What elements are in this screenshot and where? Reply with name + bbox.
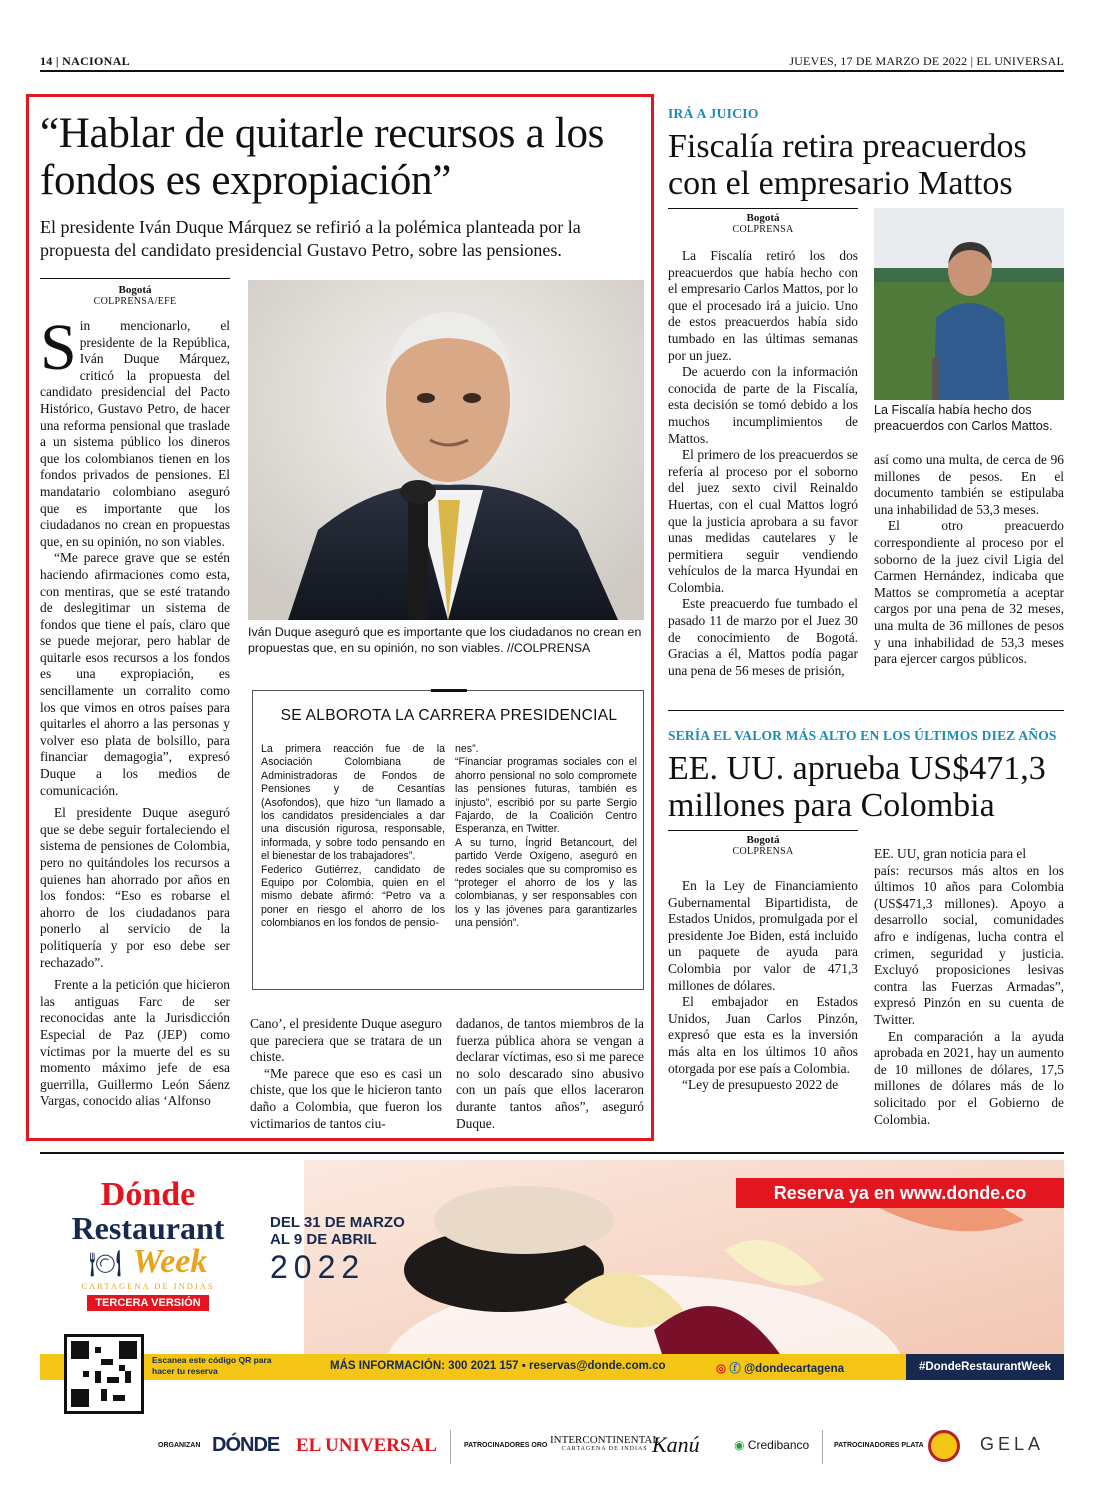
qr-code-icon[interactable] (64, 1334, 144, 1414)
sponsor-divider (822, 1430, 823, 1464)
sponsor-credibanco (734, 1438, 809, 1452)
main-dateline (40, 284, 230, 307)
sponsor-kanu: Kanú (652, 1432, 700, 1457)
article3-paragraph: En comparación a la ayuda aprobada en 2021, hay un aumento de 10 millones de dólares, 17,5 millones de dólares más de lo solicitado por el Gobierno de Colombia. (874, 1028, 1064, 1127)
organizan-label: ORGANIZAN (158, 1442, 201, 1449)
ad-top-rule (40, 1152, 1064, 1154)
box-paragraph: La primera reacción fue de la Asociación Colombiana de Administradoras de Fondos de Pensiones y de Cesantías (Asofondos), que hizo “un llamado a los candidatos presidenciales a dar una discusión rigurosa, responsable, informada, y sobre todo pensando en el bienestar de los trabajadores”. (261, 743, 445, 863)
article2-photo-mattos (874, 208, 1064, 400)
main-photo-duque (248, 280, 644, 620)
article3-dateline (668, 834, 858, 857)
box-paragraph: A su turno, Íngrid Betancourt, del partido Verde Oxígeno, aseguró en redes sociales que su compromiso es “proteger el ahorro de los y las colombianas, y ser responsables con los y las jóvenes para garantizarles una pensión”. (455, 836, 637, 930)
ad-social-handle[interactable]: @dondecartagena (743, 1363, 844, 1375)
sponsors-row (40, 1428, 1064, 1468)
main-paragraph: dadanos, de tantos miembros de la fuerza pública ahora se vengan a declarar víctimas, eso si me parece no solo descarado sino abusivo con un país que ellos laceraron durante tantos años”, aseguró Duque. (456, 1016, 644, 1131)
main-paragraph: in mencionarlo, el presidente de la República, Iván Duque Márquez, criticó la propuesta del candidato presidencial del Pacto Histórico, Gustavo Petro, de hacer una reforma pensional que traslade a un sistema público los dineros que los colombianos tienen en los fondos privados de pensiones. El mandatario colombiano aseguró que es importante que los ciudadanos no crean en propuestas que, en su opinión, no son viables. (40, 318, 230, 549)
ad-qr-text: Escanea este código QR para hacer tu reserva (152, 1355, 272, 1376)
main-col1 (40, 318, 230, 1128)
sponsor-gela: GELA (980, 1434, 1045, 1454)
article3-col1 (668, 878, 858, 1136)
dateline-agency: COLPRENSA (732, 846, 794, 857)
article2-paragraph: De acuerdo con la información conocida de parte de la Fiscalía, esta decisión se tomó debido a los muchos incumplimientos de Mattos. (668, 364, 858, 446)
main-paragraph: El presidente Duque aseguró que se debe seguir fortaleciendo el sistema de pensiones de Colombia, pero no quitándoles los recursos a quienes han ahorrado por años en los fondos: “Eso es robarse el ahorro de los ciudadanos para ponerlo al servicio de la politiquería y por eso debe ser rechazado”. (40, 805, 230, 970)
article2-paragraph: El primero de los preacuerdos se refería al proceso por el soborno del juez sexto civil Reinaldo Huertas, con el cual Mattos logró que la justicia aprobara a su favor unas medidas cautelares y le permitiera seguir vendiendo vehículos de la marca Hyundai en Colombia. (668, 447, 858, 595)
ad-info-bar (40, 1354, 1064, 1380)
ad-social (716, 1360, 844, 1376)
article2-headline: Fiscalía retira preacuerdos con el empresario Mattos (668, 128, 1027, 202)
header-rule (40, 70, 1064, 72)
main-photo-caption: Iván Duque aseguró que es importante que los ciudadanos no crean en propuestas que, en su opinión, no son viables. //COLPRENSA (248, 625, 642, 655)
ad-logo-line3: Week (132, 1243, 208, 1280)
sponsor-donde: DÓNDE (212, 1434, 280, 1456)
article3-paragraph: país: recursos más altos en los últimos 10 años para Colombia (US$471,3 millones). Apoyo a desarrollo social, comunidades afro e indígenas, lucha contra el crimen, seguridad y justicia. Excluyó proposiciones lesivas contra las Fuerzas Armadas”, expresó Pinzón en su cuenta de Twitter. (874, 862, 1064, 1027)
plata-label: PATROCINADORES PLATA (834, 1442, 924, 1449)
credibanco-icon: ◉ (734, 1438, 745, 1452)
facebook-icon: ⓕ (729, 1363, 741, 1375)
box-paragraph: “Financiar programas sociales con el ahorro pensional no solo compromete las pensiones futuras, también es injusto”, escribió por su parte Sergio Fajardo, de la Coalición Centro Esperanza, en Twitter. (455, 756, 637, 836)
ad-dates-line2: AL 9 DE ABRIL (270, 1231, 377, 1248)
article3-paragraph: En la Ley de Financiamiento Gubernamental Bipartidista, de Estados Unidos, promulgada por el presidente Joe Biden, está incluido un paquete de ayuda para Colombia por valor de 471,3 millones de dólares. (668, 878, 858, 993)
main-col2-bottom (250, 1016, 442, 1132)
article2-kicker: IRÁ A JUICIO (668, 106, 759, 121)
article2-dateline (668, 212, 858, 235)
sponsor-intercontinental (550, 1434, 659, 1452)
article3-paragraph: “Ley de presupuesto 2022 de (682, 1077, 839, 1093)
article3-headline: EE. UU. aprueba US$471,3 millones para Colombia (668, 750, 1046, 824)
sponsor-el-universal: EL UNIVERSAL (296, 1435, 437, 1456)
dateline-agency: COLPRENSA (732, 224, 794, 235)
ad-logo-line1: Dónde (100, 1176, 196, 1213)
sidebar-box-tab (431, 689, 467, 692)
article2-photo-caption: La Fiscalía había hecho dos preacuerdos con Carlos Mattos. (874, 403, 1053, 433)
drop-cap: S (40, 318, 77, 384)
box-paragraph: Federico Gutiérrez, candidato de Equipo por Colombia, quien en el mismo debate afirmó: “Petro va a poner en riesgo el ahorro de los colombianos en los fondos de pensio- (261, 863, 445, 930)
sponsor-divider (450, 1430, 451, 1464)
ad-logo-line3-wrap (58, 1244, 238, 1281)
ad-banner (40, 1160, 1064, 1422)
sidebar-box (252, 690, 644, 990)
sidebar-box-col2 (455, 743, 637, 983)
article2-paragraph: Este preacuerdo fue tumbado el pasado 11 de marzo por el Juez 30 de conocimiento de Bogotá. Gracias a él, Mattos podía pagar una pena de 56 meses de prisión, (668, 596, 858, 678)
main-headline: “Hablar de quitarle recursos a los fondos es expropiación” (40, 110, 605, 204)
sidebar-box-col1 (261, 743, 445, 983)
ad-reserve-banner[interactable]: Reserva ya en www.donde.co (736, 1178, 1064, 1208)
dateline-city: Bogotá (746, 834, 780, 846)
article-divider (668, 710, 1064, 711)
sponsor-intercontinental-sub: CARTAGENA DE INDIAS (561, 1446, 648, 1452)
page-section: 14 | NACIONAL (40, 54, 130, 68)
ad-hashtag: #DondeRestaurantWeek (906, 1354, 1064, 1380)
ad-logo (58, 1178, 238, 1311)
article2-dateline-rule (668, 208, 858, 209)
oro-label: PATROCINADORES ORO (464, 1442, 548, 1449)
article3-paragraph: EE. UU, gran noticia para el (874, 846, 1027, 861)
main-paragraph: Cano’, el presidente Duque aseguro que pareciera que se tratara de un chiste. (250, 1016, 442, 1065)
article2-paragraph: así como una multa, de cerca de 96 millones de pesos. En el documento también se estipulaba una inhabilidad de 53,3 meses. (874, 452, 1064, 517)
cutlery-icon: 🍽 (88, 1249, 122, 1279)
article2-paragraph: El otro preacuerdo correspondiente al proceso por el soborno de la juez civil Ligia del Carmen Hernández, indicaba que Mattos se comprometía a aceptar cargos por una pena de 32 meses, una multa de 36 millones de pesos y una inhabilidad de 53,3 meses para ejercer cargos públicos. (874, 518, 1064, 667)
page-date: JUEVES, 17 DE MARZO DE 2022 | EL UNIVERSAL (789, 54, 1064, 68)
duque-photo-illustration (248, 280, 644, 620)
qr-code-graphic (71, 1341, 137, 1407)
main-paragraph: Frente a la petición que hicieron las antiguas Farc de ser reconocidas ante la Jurisdicción Especial de Paz (JEP) como víctimas por la muerte del es su momento máximo jefe de esa guerrilla, Guillermo León Sáenz Vargas, conocido alias ‘Alfonso (40, 977, 230, 1109)
main-deck: El presidente Iván Duque Márquez se refirió a la polémica planteada por la propuesta del candidato presidencial Gustavo Petro, sobre las pensiones. (40, 217, 581, 260)
article3-paragraph: El embajador en Estados Unidos, Juan Carlos Pinzón, expresó que esta es la inversión más alta en los últimos 10 años otorgada por ese país a Colombia. (668, 994, 858, 1076)
ad-year: 2022 (270, 1249, 366, 1285)
ad-dates (270, 1214, 405, 1286)
sidebar-box-title: SE ALBOROTA LA CARRERA PRESIDENCIAL (280, 707, 618, 724)
dateline-rule (40, 278, 230, 279)
article3-dateline-rule (668, 830, 858, 831)
article2-col1 (668, 248, 858, 694)
ad-logo-sub: CARTAGENA DE INDIAS (81, 1281, 215, 1291)
ad-dates-line1: DEL 31 DE MARZO (270, 1214, 405, 1231)
article2-paragraph: La Fiscalía retiró los dos preacuerdos que había hecho con el empresario Carlos Mattos, por lo que el procesado irá a juicio. Uno de estos preacuerdos había sido tumbado en las últimas semanas por un juez. (668, 248, 858, 363)
instagram-icon: ◎ (716, 1363, 727, 1375)
main-col3-bottom (456, 1016, 644, 1132)
main-paragraph: “Me parece que eso es casi un chiste, que los que le hicieron tanto daño a Colombia, que fueron los victimarios de tantos ciu- (250, 1065, 442, 1131)
main-paragraph: “Me parece grave que se estén haciendo afirmaciones como esta, con mentiras, que se esté tratando de deslegitimar un sistema de fondos que tiene el país, claro que se puede mejorar, pero hablar de quitarle esos recursos a los fondos es una expropiación, es sencillamente un corralito como los que vimos en otros países para quitarles el ahorro a las personas y volver eso plata de bolsillo, para financiar demagogia”, expresó Duque a los medios de comunicación. (40, 550, 230, 798)
ad-edition: TERCERA VERSIÓN (87, 1295, 208, 1311)
ad-logo-line2: Restaurant (71, 1210, 225, 1246)
dateline-agency: COLPRENSA/EFE (93, 296, 177, 307)
article2-col2 (874, 452, 1064, 694)
dateline-city: Bogotá (746, 212, 780, 224)
mattos-photo-illustration (874, 208, 1064, 400)
sponsor-seal-icon (928, 1430, 960, 1462)
sponsor-credibanco-name: Credibanco (747, 1438, 810, 1452)
dateline-city: Bogotá (118, 284, 152, 296)
box-paragraph: nes”. (455, 743, 479, 755)
article3-col2 (874, 846, 1064, 1136)
ad-info: MÁS INFORMACIÓN: 300 2021 157 ▪ reservas@donde.com.co (330, 1360, 666, 1372)
article3-kicker: SERÍA EL VALOR MÁS ALTO EN LOS ÚLTIMOS DIEZ AÑOS (668, 728, 1057, 743)
sponsor-intercontinental-name: INTERCONTINENTAL (550, 1434, 660, 1446)
